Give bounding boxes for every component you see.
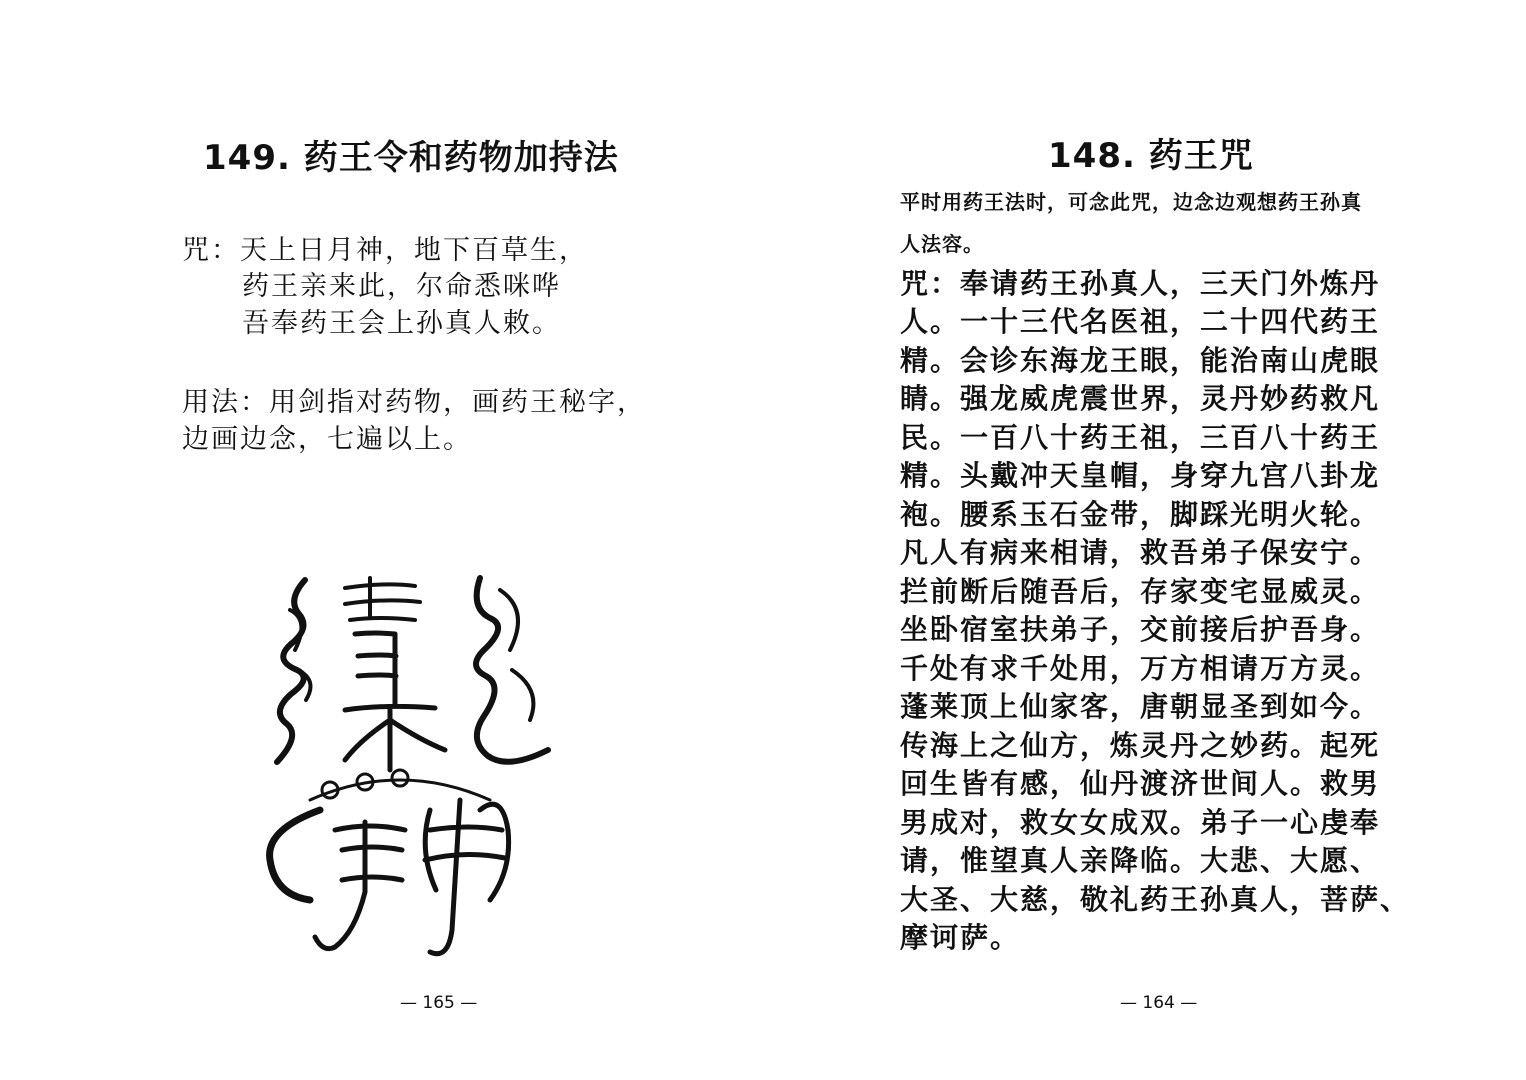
usage-line-1: 用法：用剑指对药物，画药王秘字，	[182, 387, 646, 418]
mantra-line: 民。一百八十药王祖，三百八十药王	[900, 421, 1381, 454]
page-number: — 165 —	[400, 993, 478, 1013]
talisman-icon	[250, 560, 580, 960]
page-number: — 164 —	[1120, 993, 1198, 1013]
usage-line-2: 边画边念，七遍以上。	[182, 424, 472, 455]
mantra-line: 男成对，救女女成双。弟子一心虔奉	[900, 806, 1381, 839]
mantra-line: 精。头戴冲天皇帽，身穿九宫八卦龙	[900, 459, 1381, 492]
mantra-line: 睛。强龙威虎震世界，灵丹妙药救凡	[900, 382, 1381, 415]
mantra-line-2: 药王亲来此，尔命悉咪哗	[242, 271, 561, 302]
mantra-line: 咒：奉请药王孙真人，三天门外炼丹	[900, 267, 1381, 300]
mantra-line: 蓬莱顶上仙家客，唐朝显圣到如今。	[900, 690, 1381, 723]
intro-line-1: 平时用药王法时，可念此咒，边念边观想药王孙真	[900, 190, 1362, 214]
page-title: 148. 药王咒	[1048, 136, 1254, 176]
mantra-line: 人。一十三代名医祖，二十四代药王	[900, 305, 1381, 338]
mantra-line: 请，惟望真人亲降临。大悲、大愿、	[900, 844, 1381, 877]
mantra-line: 凡人有病来相请，救吾弟子保安宁。	[900, 536, 1381, 569]
mantra-line: 大圣、大慈，敬礼药王孙真人，菩萨、	[900, 883, 1411, 916]
intro-line-2: 人法容。	[900, 232, 984, 256]
mantra-line: 坐卧宿室扶弟子，交前接后护吾身。	[900, 613, 1381, 646]
mantra-line: 千处有求千处用，万方相请万方灵。	[900, 652, 1381, 685]
mantra-line: 摩诃萨。	[900, 921, 1021, 954]
page-title: 149. 药王令和药物加持法	[203, 138, 619, 178]
mantra-line: 拦前断后随吾后，存家变宅显威灵。	[900, 575, 1381, 608]
mantra-line: 传海上之仙方，炼灵丹之妙药。起死	[900, 729, 1381, 762]
mantra-line-3: 吾奉药王会上孙真人敕。	[242, 308, 561, 339]
mantra-line: 回生皆有感，仙丹渡济世间人。救男	[900, 767, 1381, 800]
right-page	[763, 0, 1526, 1080]
mantra-line-1: 咒：天上日月神，地下百草生，	[182, 235, 588, 266]
mantra-line: 袍。腰系玉石金带，脚踩光明火轮。	[900, 498, 1381, 531]
mantra-line: 精。会诊东海龙王眼，能治南山虎眼	[900, 344, 1381, 377]
